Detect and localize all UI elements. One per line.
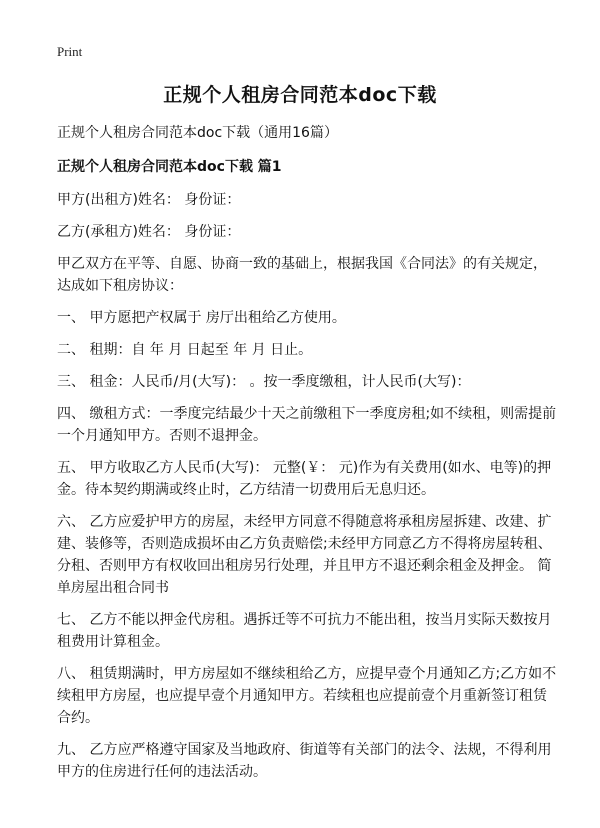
paragraph: 四、 缴租方式：一季度完结最少十天之前缴租下一季度房租;如不续租，则需提前一个月通知甲方。否则不退押金。 bbox=[57, 406, 557, 444]
paragraph: 八、 租赁期满时，甲方房屋如不继续租给乙方，应提早壹个月通知乙方;乙方如不续租甲方房屋，也应提早壹个月通知甲方。若续租也应提前壹个月重新签订租赁合约。 bbox=[57, 666, 557, 726]
paragraph: 甲方(出租方)姓名： 身份证： bbox=[57, 192, 241, 208]
paragraph: 九、 乙方应严格遵守国家及当地政府、街道等有关部门的法令、法规，不得利用甲方的住房进行任何的违法活动。 bbox=[57, 742, 552, 780]
paragraph: 一、 甲方愿把产权属于 房厅出租给乙方使用。 bbox=[57, 310, 346, 326]
paragraph: 三、 租金：人民币/月(大写)： 。按一季度缴租，计人民币(大写)： bbox=[57, 374, 471, 390]
paragraph: 二、 租期：自 年 月 日起至 年 月 日止。 bbox=[57, 342, 313, 358]
paragraph: 六、 乙方应爱护甲方的房屋，未经甲方同意不得随意将承租房屋拆建、改建、扩建、装修等，否则造成损坏由乙方负责赔偿;未经甲方同意乙方不得将房屋转租、分租、否则甲方有权收回出租房另行处理，并且甲方不退还剩余租金及押金。 简单房屋出租合同书 bbox=[57, 514, 552, 596]
section-heading: 正规个人租房合同范本doc下载 篇1 bbox=[57, 159, 282, 175]
document-body bbox=[57, 122, 559, 783]
paragraph: 七、 乙方不能以押金代房租。遇拆迁等不可抗力不能出租，按当月实际天数按月租费用计算租金。 bbox=[57, 612, 552, 650]
paragraph: 乙方(承租方)姓名： 身份证： bbox=[57, 224, 241, 240]
paragraph: 甲乙双方在平等、自愿、协商一致的基础上，根据我国《合同法》的有关规定，达成如下租房协议： bbox=[57, 256, 547, 294]
paragraph: 五、 甲方收取乙方人民币(大写)： 元整(￥： 元)作为有关费用(如水、电等)的押金。待本契约期满或终止时，乙方结清一切费用后无息归还。 bbox=[57, 460, 552, 498]
page-title: 正规个人租房合同范本doc下载 bbox=[163, 84, 437, 106]
document-subtitle: 正规个人租房合同范本doc下载（通用16篇） bbox=[57, 125, 338, 141]
print-label: Print bbox=[57, 44, 83, 59]
